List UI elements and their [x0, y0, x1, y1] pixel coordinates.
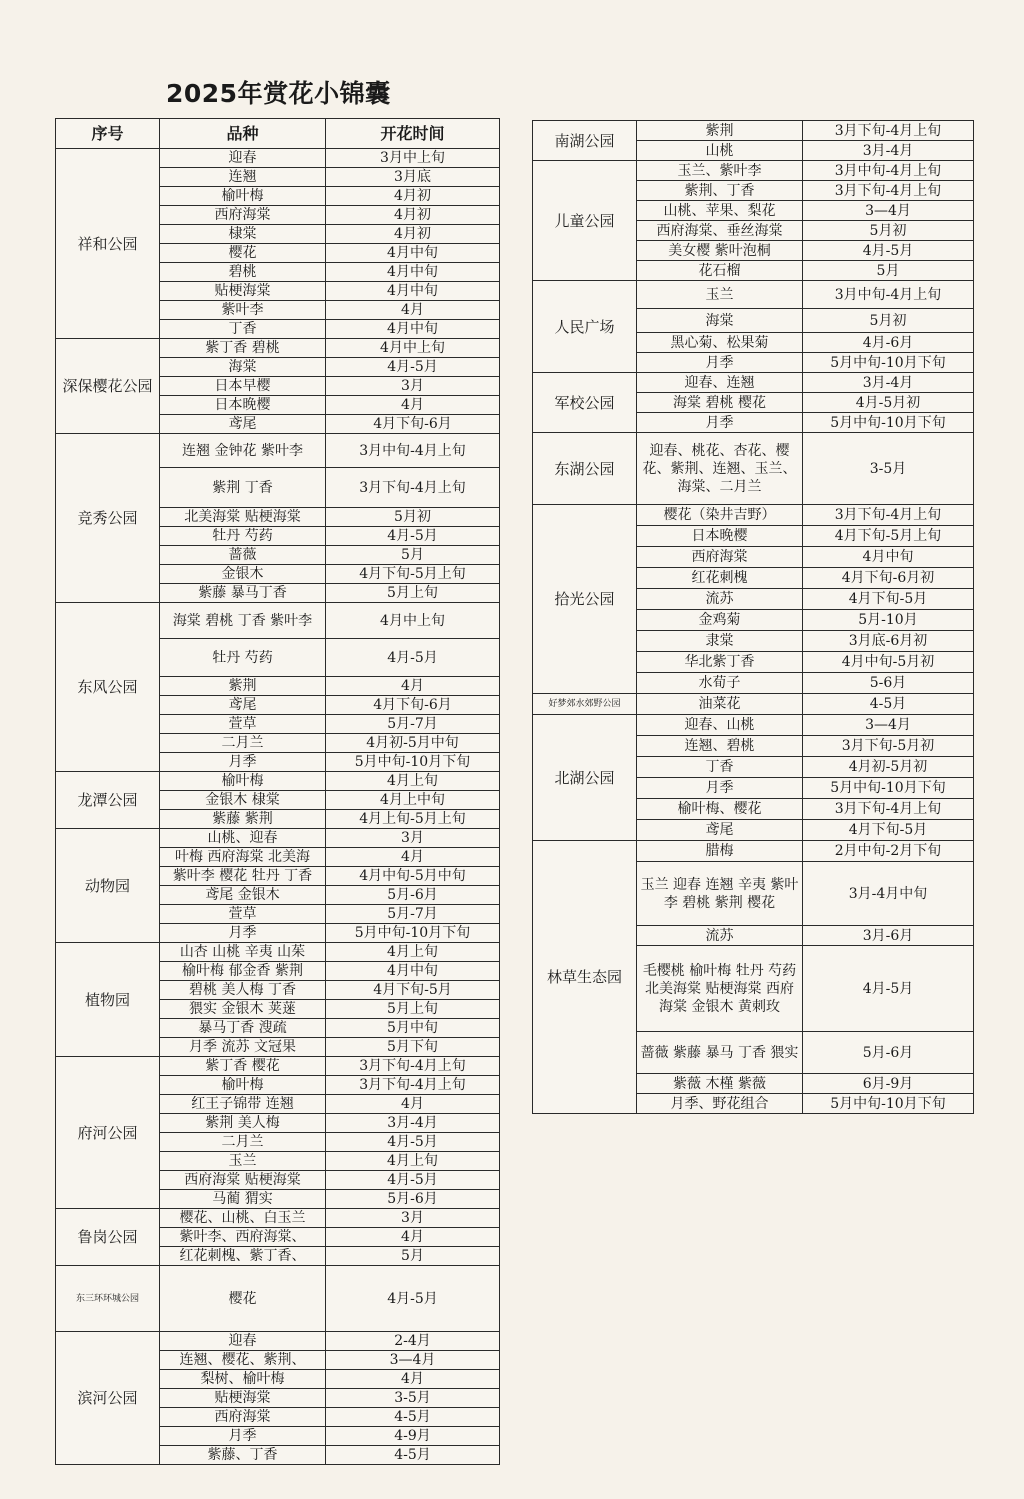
- table-row: [533, 433, 974, 505]
- bloom-time: 5月: [326, 546, 500, 565]
- bloom-time: 4月下旬-5月: [803, 589, 974, 610]
- bloom-time: 4月: [326, 1228, 500, 1247]
- flower-variety: 连翘 金钟花 紫叶李: [160, 434, 326, 468]
- flower-variety: 玉兰: [637, 281, 803, 309]
- bloom-time: 3月下旬-4月上旬: [326, 468, 500, 508]
- flower-variety: 榆叶梅 郁金香 紫荆: [160, 962, 326, 981]
- flower-variety: 玉兰 迎春 连翘 辛夷 紫叶李 碧桃 紫荆 樱花: [637, 862, 803, 926]
- bloom-time: 4月-5月: [326, 639, 500, 677]
- flower-variety: 海棠 碧桃 樱花: [637, 393, 803, 413]
- bloom-time: 3月: [326, 377, 500, 396]
- bloom-time: 5月: [326, 1247, 500, 1266]
- bloom-time: 4月: [326, 396, 500, 415]
- bloom-time: 4月下旬-5月上旬: [326, 565, 500, 584]
- flower-variety: 蔷薇 紫藤 暴马 丁香 猥实: [637, 1032, 803, 1074]
- table-row: [533, 161, 974, 181]
- park-name: 东三环环城公园: [56, 1266, 160, 1332]
- bloom-time: 3月底-6月初: [803, 631, 974, 652]
- park-name: 东风公园: [56, 603, 160, 772]
- bloom-time: 5月-7月: [326, 715, 500, 734]
- bloom-time: 4月: [326, 1370, 500, 1389]
- park-name: 人民广场: [533, 281, 637, 373]
- park-name: 林草生态园: [533, 841, 637, 1114]
- table-row: [533, 715, 974, 736]
- park-name: 深保樱花公园: [56, 339, 160, 434]
- flower-variety: 腊梅: [637, 841, 803, 862]
- park-name: 东湖公园: [533, 433, 637, 505]
- bloom-time: 5月下旬: [326, 1038, 500, 1057]
- flower-variety: 碧桃: [160, 263, 326, 282]
- flower-variety: 鸢尾: [160, 696, 326, 715]
- flower-variety: 玉兰: [160, 1152, 326, 1171]
- bloom-time: 4月中上旬: [326, 603, 500, 639]
- bloom-time: 4-5月: [803, 694, 974, 715]
- bloom-time: 4月上中旬: [326, 791, 500, 810]
- bloom-time: 4月中上旬: [326, 339, 500, 358]
- bloom-time: 3月-6月: [803, 926, 974, 946]
- bloom-time: 5月中旬-10月下旬: [803, 778, 974, 799]
- flower-variety: 花石榴: [637, 261, 803, 281]
- flower-variety: 猥实 金银木 荚蒾: [160, 1000, 326, 1019]
- bloom-time: 3月中旬-4月上旬: [803, 281, 974, 309]
- bloom-time: 5月中旬-10月下旬: [803, 1094, 974, 1114]
- bloom-time: 5月上旬: [326, 1000, 500, 1019]
- table-row: [56, 1266, 500, 1332]
- flower-variety: 鸢尾 金银木: [160, 886, 326, 905]
- bloom-time: 2月中旬-2月下旬: [803, 841, 974, 862]
- flower-variety: 金银木 棣棠: [160, 791, 326, 810]
- flower-variety: 美女樱 紫叶泡桐: [637, 241, 803, 261]
- bloom-time: 4月初-5月初: [803, 757, 974, 778]
- bloom-time: 5月中旬: [326, 1019, 500, 1038]
- flower-variety: 紫薇 木槿 紫薇: [637, 1074, 803, 1094]
- header-variety: 品种: [160, 119, 326, 149]
- bloom-time: 5月初: [803, 309, 974, 333]
- bloom-time: 4月中旬-5月初: [803, 652, 974, 673]
- flower-variety: 水荀子: [637, 673, 803, 694]
- flower-variety: 金鸡菊: [637, 610, 803, 631]
- right-flower-table: [532, 120, 974, 1114]
- flower-variety: 樱花: [160, 1266, 326, 1332]
- bloom-time: 4月-5月初: [803, 393, 974, 413]
- bloom-time: 5月中旬-10月下旬: [326, 924, 500, 943]
- bloom-time: 3月下旬-4月上旬: [803, 505, 974, 526]
- table-row: [533, 841, 974, 862]
- bloom-time: 5月中旬-10月下旬: [326, 753, 500, 772]
- table-row: [533, 121, 974, 141]
- table-row: [56, 943, 500, 962]
- bloom-time: 4月-6月: [803, 333, 974, 353]
- flower-variety: 西府海棠 贴梗海棠: [160, 1171, 326, 1190]
- flower-variety: 棣棠: [160, 225, 326, 244]
- table-row: [56, 1057, 500, 1076]
- flower-variety: 西府海棠: [160, 1408, 326, 1427]
- flower-variety: 紫荆 美人梅: [160, 1114, 326, 1133]
- flower-variety: 月季: [160, 924, 326, 943]
- park-name: 滨河公园: [56, 1332, 160, 1465]
- bloom-time: 5-6月: [803, 673, 974, 694]
- flower-variety: 黑心菊、松果菊: [637, 333, 803, 353]
- bloom-time: 5月-6月: [326, 1190, 500, 1209]
- flower-variety: 连翘: [160, 168, 326, 187]
- flower-variety: 海棠: [637, 309, 803, 333]
- flower-variety: 迎春、山桃: [637, 715, 803, 736]
- flower-variety: 紫藤、丁香: [160, 1446, 326, 1465]
- park-name: 好梦郊水郊野公园: [533, 694, 637, 715]
- flower-variety: 华北紫丁香: [637, 652, 803, 673]
- flower-variety: 梨树、榆叶梅: [160, 1370, 326, 1389]
- flower-variety: 紫丁香 碧桃: [160, 339, 326, 358]
- flower-variety: 榆叶梅、樱花: [637, 799, 803, 820]
- flower-variety: 月季、野花组合: [637, 1094, 803, 1114]
- bloom-time: 3月中旬-4月上旬: [326, 434, 500, 468]
- flower-variety: 紫荆: [637, 121, 803, 141]
- bloom-time: 4月-5月: [326, 1133, 500, 1152]
- flower-variety: 日本晚樱: [637, 526, 803, 547]
- park-name: 动物园: [56, 829, 160, 943]
- table-row: [56, 149, 500, 168]
- bloom-time: 4月: [326, 848, 500, 867]
- flower-variety: 月季: [637, 413, 803, 433]
- flower-variety: 榆叶梅: [160, 1076, 326, 1095]
- bloom-time: 4月-5月: [803, 946, 974, 1032]
- flower-variety: 马蔺 猬实: [160, 1190, 326, 1209]
- flower-variety: 毛樱桃 榆叶梅 牡丹 芍药 北美海棠 贴梗海棠 西府海棠 金银木 黄刺玫: [637, 946, 803, 1032]
- bloom-time: 5月-10月: [803, 610, 974, 631]
- flower-variety: 山杏 山桃 辛夷 山茱: [160, 943, 326, 962]
- table-row: [56, 339, 500, 358]
- flower-variety: 紫藤 暴马丁香: [160, 584, 326, 603]
- park-name: 儿童公园: [533, 161, 637, 281]
- flower-variety: 樱花: [160, 244, 326, 263]
- flower-variety: 日本晚樱: [160, 396, 326, 415]
- flower-variety: 紫叶李: [160, 301, 326, 320]
- bloom-time: 4月中旬-5月中旬: [326, 867, 500, 886]
- bloom-time: 3-5月: [803, 433, 974, 505]
- bloom-time: 4月中旬: [803, 547, 974, 568]
- header-row: [56, 119, 500, 149]
- bloom-time: 4月中旬: [326, 320, 500, 339]
- bloom-time: 4月中旬: [326, 282, 500, 301]
- left-flower-table: [55, 118, 500, 1465]
- park-name: 北湖公园: [533, 715, 637, 841]
- table-row: [56, 1209, 500, 1228]
- bloom-time: 3月下旬-4月上旬: [326, 1076, 500, 1095]
- flower-variety: 榆叶梅: [160, 772, 326, 791]
- bloom-time: 3月下旬-4月上旬: [803, 799, 974, 820]
- park-name: 府河公园: [56, 1057, 160, 1209]
- bloom-time: 4月: [326, 1095, 500, 1114]
- flower-variety: 月季: [637, 778, 803, 799]
- bloom-time: 3月下旬-4月上旬: [803, 181, 974, 201]
- flower-variety: 鸢尾: [637, 820, 803, 841]
- bloom-time: 3-5月: [326, 1389, 500, 1408]
- bloom-time: 4-5月: [326, 1408, 500, 1427]
- flower-variety: 海棠 碧桃 丁香 紫叶李: [160, 603, 326, 639]
- flower-variety: 萱草: [160, 905, 326, 924]
- bloom-time: 4月-5月: [326, 527, 500, 546]
- bloom-time: 4月初: [326, 225, 500, 244]
- bloom-time: 3—4月: [803, 715, 974, 736]
- flower-variety: 海棠: [160, 358, 326, 377]
- flower-variety: 二月兰: [160, 734, 326, 753]
- bloom-time: 6月-9月: [803, 1074, 974, 1094]
- park-name: 祥和公园: [56, 149, 160, 339]
- bloom-time: 4月下旬-6月: [326, 696, 500, 715]
- flower-variety: 红王子锦带 连翘: [160, 1095, 326, 1114]
- bloom-time: 5月初: [326, 508, 500, 527]
- bloom-time: 3月-4月: [803, 373, 974, 393]
- bloom-time: 3月下旬-4月上旬: [803, 121, 974, 141]
- bloom-time: 3月中上旬: [326, 149, 500, 168]
- flower-variety: 月季: [160, 753, 326, 772]
- flower-variety: 紫藤 紫荆: [160, 810, 326, 829]
- table-row: [56, 829, 500, 848]
- flower-variety: 鸢尾: [160, 415, 326, 434]
- flower-variety: 萱草: [160, 715, 326, 734]
- flower-variety: 迎春: [160, 1332, 326, 1351]
- flower-variety: 月季: [637, 353, 803, 373]
- bloom-time: 5月-6月: [803, 1032, 974, 1074]
- header-time: 开花时间: [326, 119, 500, 149]
- bloom-time: 4月-5月: [803, 241, 974, 261]
- flower-variety: 丁香: [637, 757, 803, 778]
- bloom-time: 5月初: [803, 221, 974, 241]
- flower-variety: 西府海棠、垂丝海棠: [637, 221, 803, 241]
- bloom-time: 4月上旬: [326, 772, 500, 791]
- page-title: 2025年赏花小锦囊: [166, 79, 391, 108]
- park-name: 军校公园: [533, 373, 637, 433]
- bloom-time: 2-4月: [326, 1332, 500, 1351]
- bloom-time: 3—4月: [803, 201, 974, 221]
- bloom-time: 4月下旬-5月: [803, 820, 974, 841]
- flower-variety: 榆叶梅: [160, 187, 326, 206]
- bloom-time: 4月中旬: [326, 244, 500, 263]
- flower-variety: 山桃、迎春: [160, 829, 326, 848]
- flower-variety: 西府海棠: [160, 206, 326, 225]
- flower-variety: 紫荆 丁香: [160, 468, 326, 508]
- flower-variety: 迎春: [160, 149, 326, 168]
- table-row: [533, 373, 974, 393]
- bloom-time: 4月: [326, 301, 500, 320]
- bloom-time: 3月中旬-4月上旬: [803, 161, 974, 181]
- bloom-time: 4-5月: [326, 1446, 500, 1465]
- bloom-time: 5月: [803, 261, 974, 281]
- flower-variety: 紫荆、丁香: [637, 181, 803, 201]
- flower-variety: 隶棠: [637, 631, 803, 652]
- bloom-time: 4月-5月: [326, 1266, 500, 1332]
- table-row: [533, 505, 974, 526]
- bloom-time: 4月下旬-6月初: [803, 568, 974, 589]
- flower-variety: 山桃、苹果、梨花: [637, 201, 803, 221]
- bloom-time: 5月-7月: [326, 905, 500, 924]
- table-row: [533, 281, 974, 309]
- park-name: 拾光公园: [533, 505, 637, 694]
- bloom-time: 3月-4月: [803, 141, 974, 161]
- table-row: [56, 772, 500, 791]
- park-name: 植物园: [56, 943, 160, 1057]
- header-no: 序号: [56, 119, 160, 149]
- bloom-time: 4月初-5月中旬: [326, 734, 500, 753]
- table-row: [56, 434, 500, 468]
- flower-variety: 玉兰、紫叶李: [637, 161, 803, 181]
- flower-variety: 红花刺槐、紫丁香、: [160, 1247, 326, 1266]
- bloom-time: 3—4月: [326, 1351, 500, 1370]
- flower-variety: 红花刺槐: [637, 568, 803, 589]
- bloom-time: 4月上旬-5月上旬: [326, 810, 500, 829]
- bloom-time: 4月上旬: [326, 1152, 500, 1171]
- bloom-time: 4月上旬: [326, 943, 500, 962]
- flower-variety: 日本早樱: [160, 377, 326, 396]
- flower-variety: 连翘、碧桃: [637, 736, 803, 757]
- bloom-time: 3月下旬-4月上旬: [326, 1057, 500, 1076]
- flower-variety: 叶梅 西府海棠 北美海: [160, 848, 326, 867]
- table-row: [56, 1332, 500, 1351]
- flower-variety: 紫丁香 樱花: [160, 1057, 326, 1076]
- bloom-time: 4月-5月: [326, 358, 500, 377]
- bloom-time: 4月下旬-5月上旬: [803, 526, 974, 547]
- bloom-time: 5月中旬-10月下旬: [803, 413, 974, 433]
- flower-variety: 贴梗海棠: [160, 1389, 326, 1408]
- bloom-time: 4月-5月: [326, 1171, 500, 1190]
- bloom-time: 3月: [326, 829, 500, 848]
- bloom-time: 3月-4月: [326, 1114, 500, 1133]
- bloom-time: 4月初: [326, 187, 500, 206]
- flower-variety: 樱花、山桃、白玉兰: [160, 1209, 326, 1228]
- flower-variety: 紫叶李、西府海棠、: [160, 1228, 326, 1247]
- bloom-time: 4月中旬: [326, 962, 500, 981]
- table-row: [56, 603, 500, 639]
- flower-variety: 月季: [160, 1427, 326, 1446]
- flower-variety: 碧桃 美人梅 丁香: [160, 981, 326, 1000]
- flower-variety: 丁香: [160, 320, 326, 339]
- bloom-time: 3月: [326, 1209, 500, 1228]
- flower-variety: 紫荆: [160, 677, 326, 696]
- flower-variety: 月季 流苏 文冠果: [160, 1038, 326, 1057]
- park-name: 竞秀公园: [56, 434, 160, 603]
- table-row: [533, 694, 974, 715]
- flower-variety: 流苏: [637, 589, 803, 610]
- bloom-time: 4月下旬-5月: [326, 981, 500, 1000]
- bloom-time: 4月初: [326, 206, 500, 225]
- flower-variety: 油菜花: [637, 694, 803, 715]
- flower-variety: 贴梗海棠: [160, 282, 326, 301]
- park-name: 龙潭公园: [56, 772, 160, 829]
- bloom-time: 3月底: [326, 168, 500, 187]
- flower-variety: 暴马丁香 溲疏: [160, 1019, 326, 1038]
- bloom-time: 5月-6月: [326, 886, 500, 905]
- flower-variety: 樱花（染井吉野）: [637, 505, 803, 526]
- bloom-time: 5月上旬: [326, 584, 500, 603]
- flower-variety: 流苏: [637, 926, 803, 946]
- flower-variety: 山桃: [637, 141, 803, 161]
- flower-variety: 金银木: [160, 565, 326, 584]
- flower-variety: 紫叶李 樱花 牡丹 丁香: [160, 867, 326, 886]
- bloom-time: 3月-4月中旬: [803, 862, 974, 926]
- bloom-time: 4-9月: [326, 1427, 500, 1446]
- flower-variety: 牡丹 芍药: [160, 527, 326, 546]
- flower-variety: 牡丹 芍药: [160, 639, 326, 677]
- flower-variety: 二月兰: [160, 1133, 326, 1152]
- bloom-time: 3月下旬-5月初: [803, 736, 974, 757]
- park-name: 南湖公园: [533, 121, 637, 161]
- bloom-time: 4月中旬: [326, 263, 500, 282]
- flower-variety: 迎春、桃花、杏花、樱花、紫荆、连翘、玉兰、海棠、二月兰: [637, 433, 803, 505]
- flower-variety: 迎春、连翘: [637, 373, 803, 393]
- flower-variety: 连翘、樱花、紫荆、: [160, 1351, 326, 1370]
- flower-variety: 北美海棠 贴梗海棠: [160, 508, 326, 527]
- bloom-time: 4月: [326, 677, 500, 696]
- flower-variety: 蔷薇: [160, 546, 326, 565]
- flower-variety: 西府海棠: [637, 547, 803, 568]
- bloom-time: 5月中旬-10月下旬: [803, 353, 974, 373]
- park-name: 鲁岗公园: [56, 1209, 160, 1266]
- bloom-time: 4月下旬-6月: [326, 415, 500, 434]
